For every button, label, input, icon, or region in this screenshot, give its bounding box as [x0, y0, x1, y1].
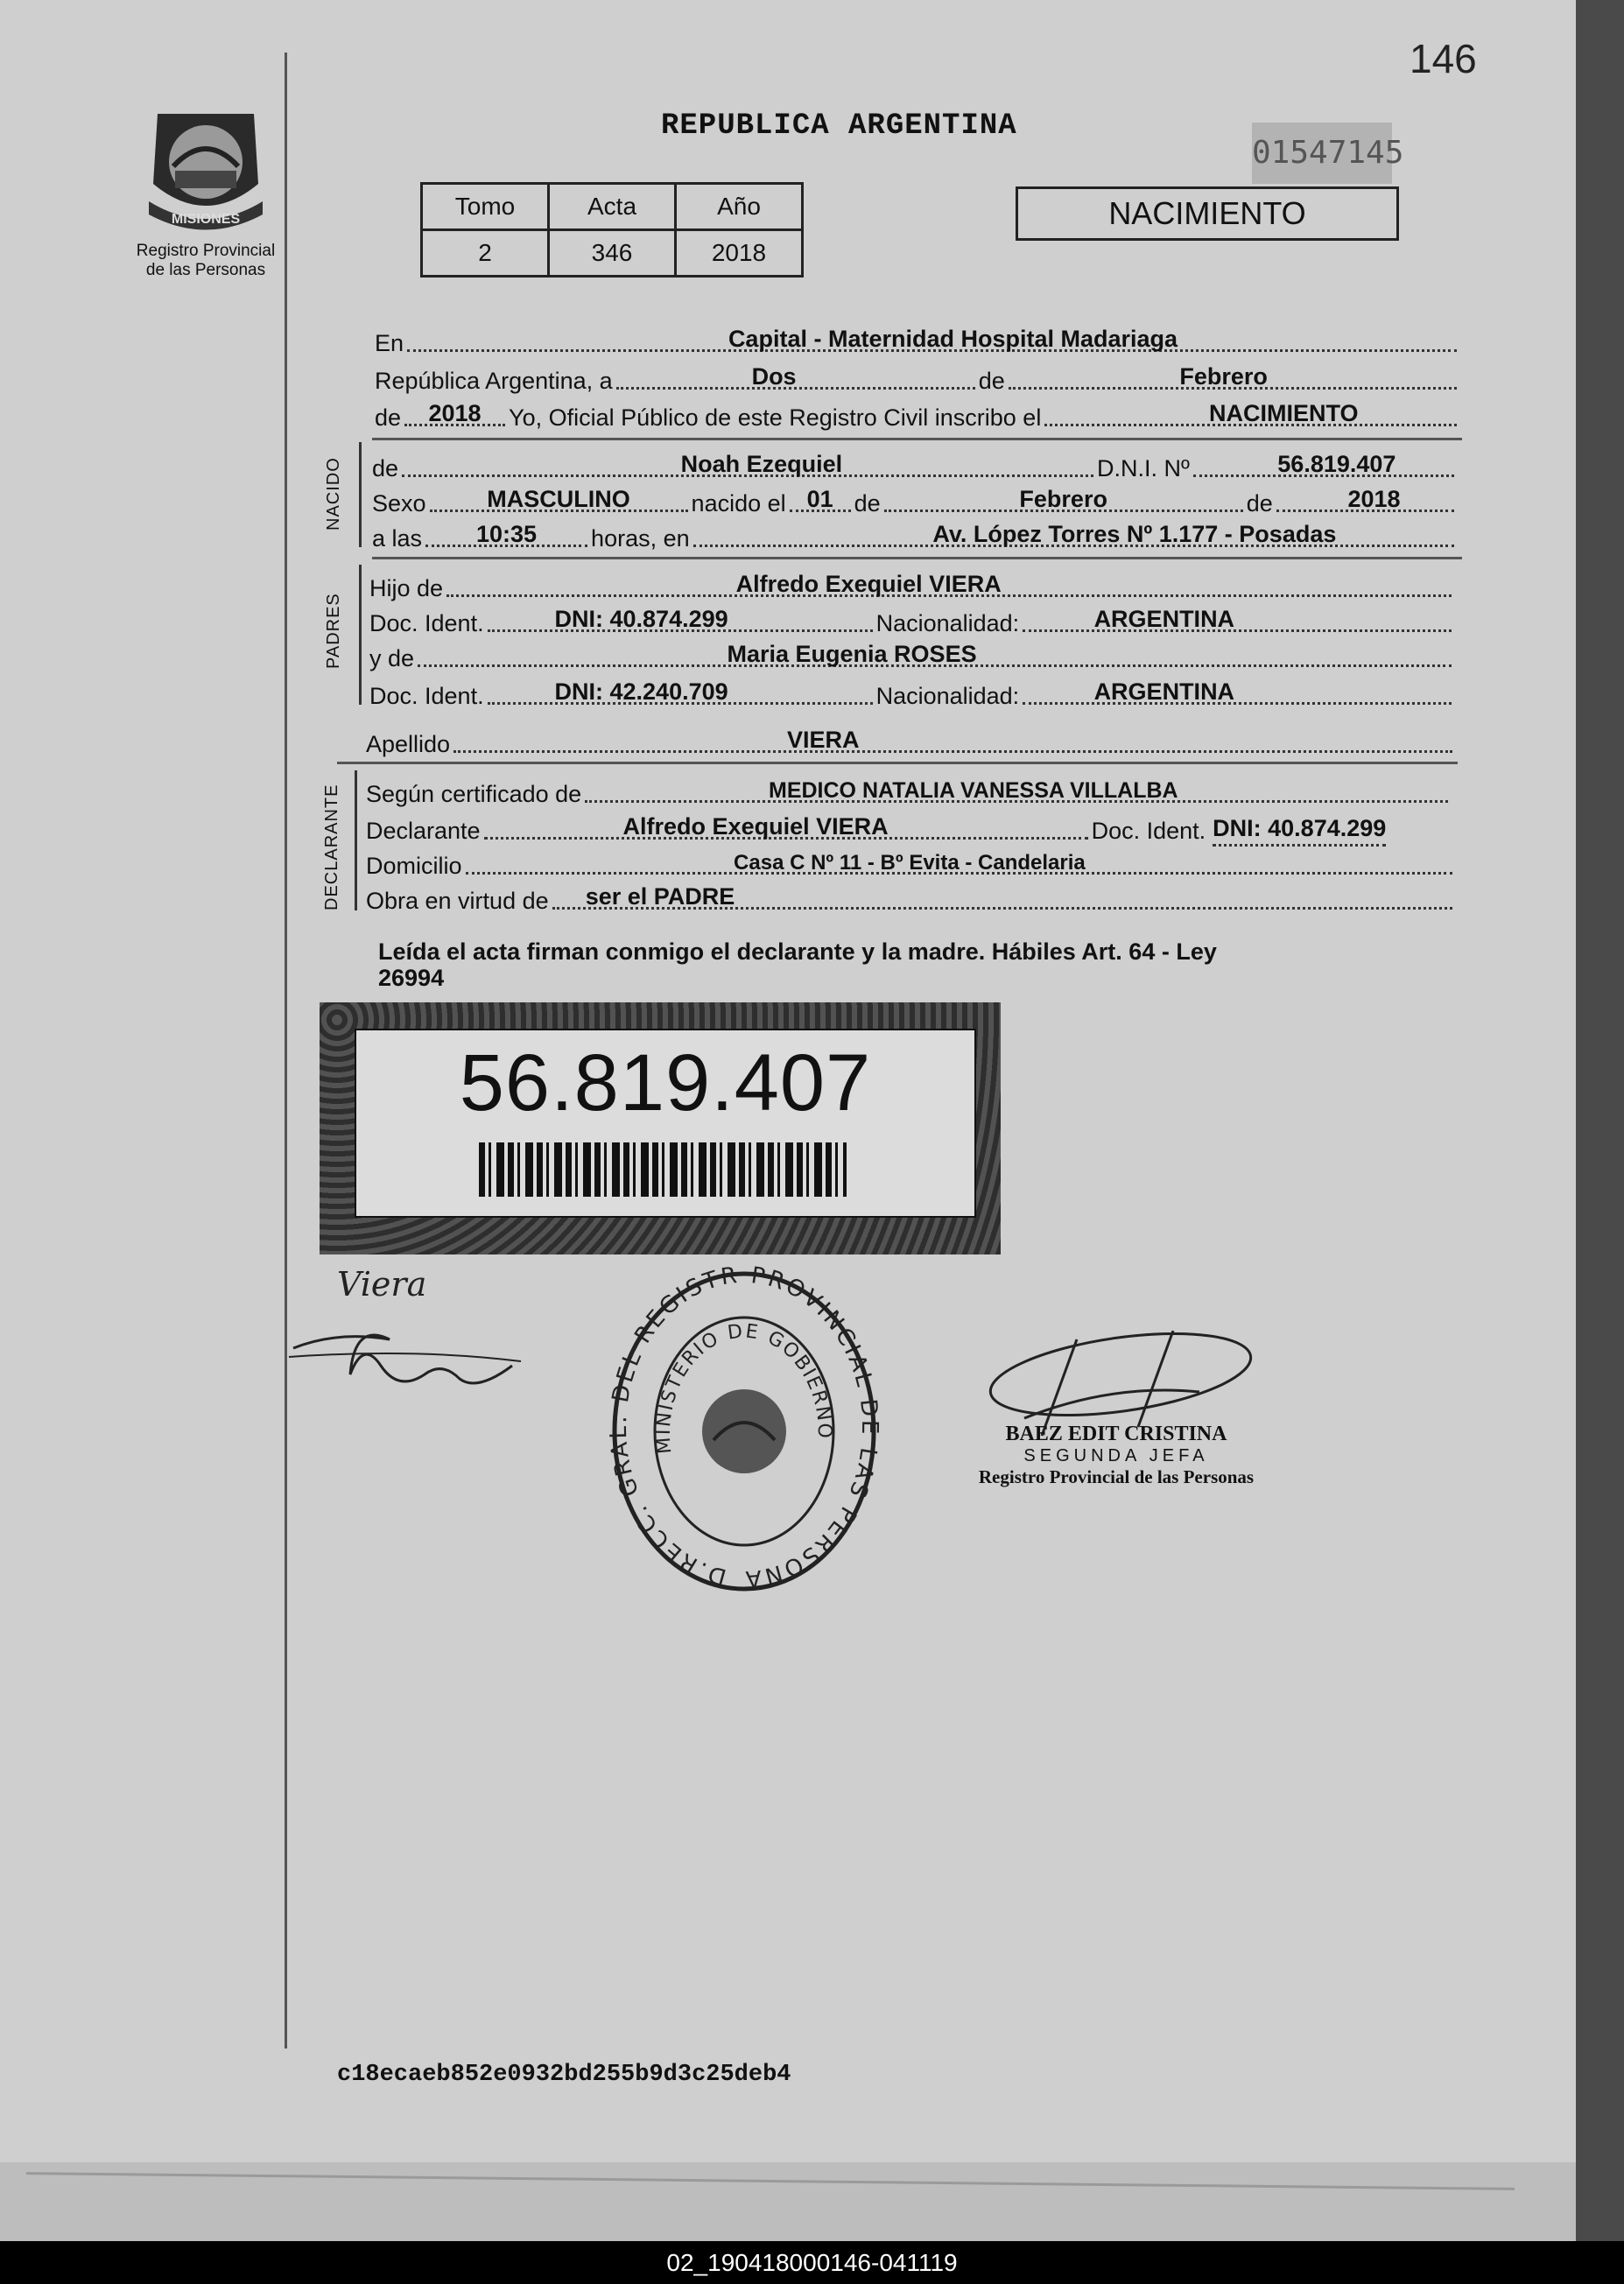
official-office: Registro Provincial de las Personas	[978, 1466, 1255, 1487]
nacido-de-label: de	[372, 455, 399, 481]
act-value: NACIMIENTO	[1209, 400, 1359, 426]
y-de-label: y de	[369, 645, 415, 671]
domicilio-value: Casa C Nº 11 - Bº Evita - Candelaria	[734, 851, 1086, 875]
birth-month: Febrero	[1019, 486, 1107, 512]
dni-sticker-number: 56.819.407	[459, 1038, 872, 1128]
acta-value: 346	[549, 230, 676, 277]
mother-doc: DNI: 42.240.709	[554, 678, 728, 705]
registry-seal-icon	[604, 1265, 884, 1598]
child-dni: 56.819.407	[1277, 451, 1396, 477]
birth-time: 10:35	[476, 521, 538, 547]
official-seal	[604, 1265, 884, 1602]
horas-label: horas, en	[591, 525, 690, 552]
declarante-doc: DNI: 40.874.299	[1213, 815, 1386, 847]
country-title: REPUBLICA ARGENTINA	[661, 109, 1017, 143]
declarante-label: Declarante	[366, 818, 481, 844]
row-mother	[369, 639, 1455, 674]
tomo-header: Tomo	[422, 184, 549, 230]
year-value: 2018	[428, 400, 482, 426]
official-name: BAEZ EDIT CRISTINA	[1005, 1423, 1227, 1445]
segun-label: Según certificado de	[366, 781, 582, 807]
nacido-de3-label: de	[1246, 490, 1273, 517]
closing-statement	[378, 938, 1420, 991]
official-block	[959, 1423, 1274, 1488]
anio-header: Año	[676, 184, 803, 230]
row-date	[375, 362, 1460, 397]
father-doc: DNI: 40.874.299	[554, 606, 728, 632]
place-value: Capital - Maternidad Hospital Madariaga	[728, 326, 1178, 352]
birth-year: 2018	[1347, 486, 1401, 512]
apellido-label: Apellido	[366, 731, 451, 757]
filename-caption: 02_190418000146-041119	[0, 2241, 1624, 2284]
month-value: Febrero	[1179, 363, 1268, 390]
logo-caption-line1: Registro Provincial	[136, 242, 276, 260]
official-role: SEGUNDA JEFA	[1023, 1446, 1209, 1465]
seal-inner-text: MINISTERIO DE GOBIERNO	[652, 1320, 836, 1455]
apellido-value: VIERA	[786, 727, 860, 753]
row-obra	[366, 882, 1456, 917]
day-value: Dos	[751, 363, 797, 390]
certificado-value: MEDICO NATALIA VANESSA VILLALBA	[768, 778, 1178, 803]
obra-label: Obra en virtud de	[366, 888, 549, 914]
oficial-label: Yo, Oficial Público de este Registro Civil inscribo el	[509, 404, 1042, 431]
logo-caption-line2: de las Personas	[145, 261, 266, 279]
divider	[372, 557, 1462, 559]
barcode-icon	[479, 1142, 847, 1197]
tomo-value: 2	[422, 230, 549, 277]
child-name: Noah Ezequiel	[680, 451, 843, 477]
mother-nat-label: Nacionalidad:	[875, 683, 1020, 709]
margin-line	[285, 53, 287, 2049]
nacido-el-label: nacido el	[691, 490, 786, 517]
republica-label: República Argentina, a	[375, 368, 613, 394]
obra-value: ser el PADRE	[585, 883, 735, 910]
closing-line2: 26994	[378, 965, 445, 991]
row-time	[372, 519, 1458, 554]
handwritten-signature-icon	[285, 1243, 547, 1418]
year-de-label: de	[375, 404, 402, 431]
row-year	[375, 398, 1460, 433]
province-logo	[131, 96, 280, 280]
padres-section-label: PADRES	[324, 593, 343, 669]
dni-sticker-inner	[355, 1029, 976, 1218]
birth-day: 01	[806, 486, 833, 512]
dni-label-sticker	[320, 1002, 1001, 1254]
row-certificado	[366, 775, 1452, 810]
sexo-value: MASCULINO	[487, 486, 630, 512]
padres-bracket	[359, 565, 362, 705]
mother-doc-label: Doc. Ident.	[369, 683, 484, 709]
control-number: 01547145	[1252, 123, 1392, 184]
hijo-de-label: Hijo de	[369, 575, 444, 601]
row-apellido	[366, 725, 1456, 760]
record-type-box: NACIMIENTO	[1016, 186, 1399, 241]
father-name: Alfredo Exequiel VIERA	[735, 571, 1002, 597]
mother-nationality: ARGENTINA	[1093, 678, 1235, 705]
svg-text:MISIONES: MISIONES	[171, 212, 241, 227]
a-las-label: a las	[372, 525, 423, 552]
domicilio-label: Domicilio	[366, 853, 462, 879]
nacido-section-label: NACIDO	[324, 457, 343, 531]
father-doc-label: Doc. Ident.	[369, 610, 484, 636]
declarante-name: Alfredo Exequiel VIERA	[622, 813, 889, 840]
divider	[337, 762, 1458, 764]
document-hash: c18ecaeb852e0932bd255b9d3c25deb4	[337, 2062, 791, 2088]
page-number: 146	[1410, 36, 1477, 81]
book-table	[420, 182, 804, 278]
row-en	[375, 324, 1460, 359]
closing-line1: Leída el acta firman conmigo el declarante y la madre. Hábiles Art. 64 - Ley	[378, 938, 1217, 965]
declarante-doc-label: Doc. Ident.	[1091, 818, 1206, 844]
sexo-label: Sexo	[372, 490, 426, 517]
declarante-section-label: DECLARANTE	[322, 784, 341, 910]
logo-caption	[131, 242, 280, 280]
nacido-bracket	[359, 442, 362, 547]
misiones-emblem-icon	[140, 96, 271, 236]
acta-header: Acta	[549, 184, 676, 230]
en-label: En	[375, 330, 404, 356]
declarante-bracket	[355, 770, 357, 910]
birth-place: Av. López Torres Nº 1.177 - Posadas	[932, 521, 1337, 547]
row-mother-doc	[369, 677, 1455, 712]
nacido-de2-label: de	[854, 490, 881, 517]
father-nationality: ARGENTINA	[1093, 606, 1235, 632]
mother-name: Maria Eugenia ROSES	[727, 641, 977, 667]
signature-viera: Viera	[337, 1265, 427, 1304]
father-nat-label: Nacionalidad:	[875, 610, 1020, 636]
seal-outer-text: D.RECC. GRAL. DEL REGISTR PROVINCIAL DE LAS PERSONA	[605, 1265, 883, 1592]
declarante-signature	[285, 1243, 547, 1423]
anio-value: 2018	[676, 230, 803, 277]
dni-label: D.N.I. Nº	[1097, 455, 1190, 481]
de-label: de	[978, 368, 1005, 394]
divider	[372, 438, 1462, 440]
